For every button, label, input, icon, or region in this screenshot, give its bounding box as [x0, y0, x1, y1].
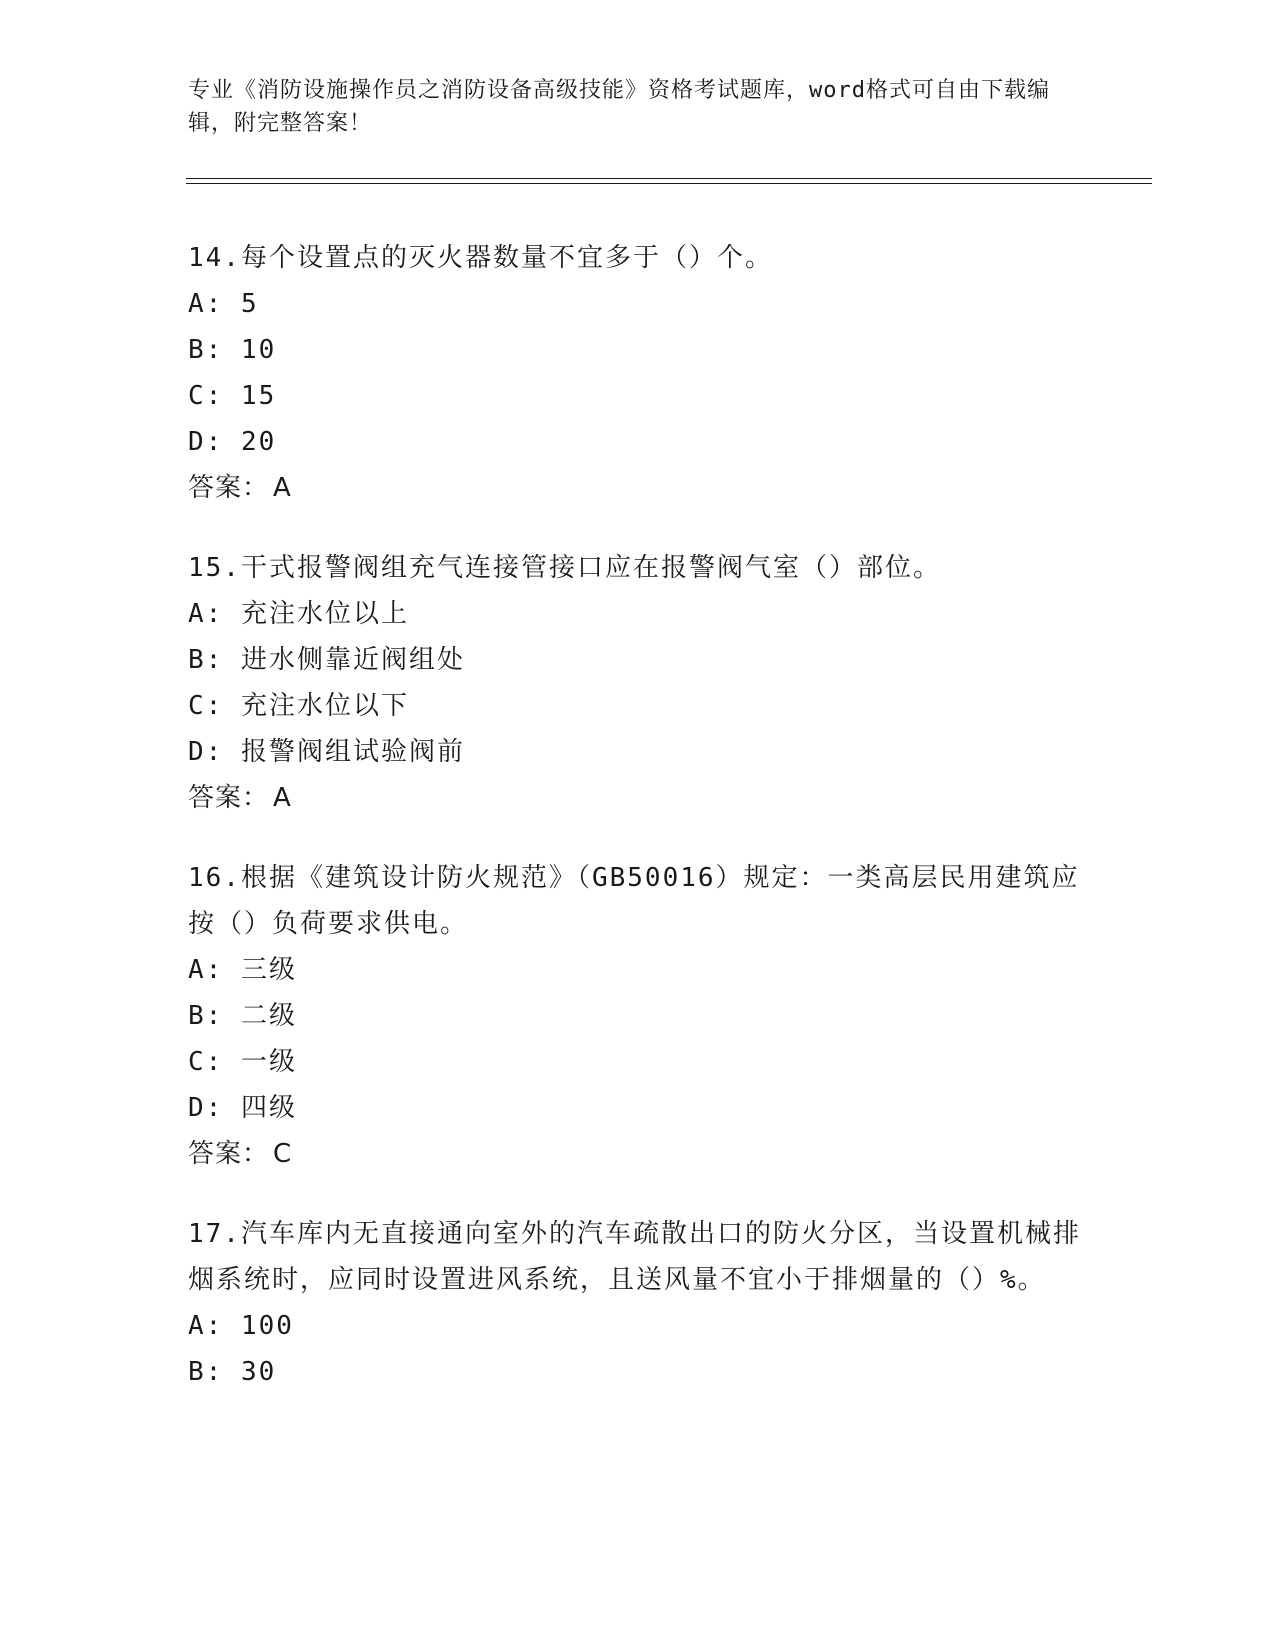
answer-line [188, 1131, 1088, 1177]
answer-value: A [273, 473, 292, 503]
option-b: B: 二级 [188, 1001, 297, 1031]
answer-label: 答案： [188, 783, 270, 813]
question-14 [188, 235, 1088, 511]
option-c: C: 15 [188, 381, 277, 411]
option-b: B: 进水侧靠近阀组处 [188, 645, 465, 675]
question-17 [188, 1211, 1088, 1395]
answer-value: A [273, 783, 292, 813]
option-d: D: 报警阀组试验阀前 [188, 737, 465, 767]
question-16 [188, 855, 1088, 1177]
question-stem: 15.干式报警阀组充气连接管接口应在报警阀气室（）部位。 [188, 553, 941, 583]
question-15 [188, 545, 1088, 821]
answer-label: 答案： [188, 473, 270, 503]
answer-line [188, 775, 1088, 821]
option-b: B: 30 [188, 1357, 277, 1387]
answer-value: C [273, 1139, 293, 1169]
option-a: A: 三级 [188, 955, 297, 985]
header-rule-top [186, 178, 1152, 179]
question-stem: 14.每个设置点的灭火器数量不宜多于（）个。 [188, 243, 773, 273]
option-d: D: 四级 [188, 1093, 297, 1123]
option-a: A: 5 [188, 289, 259, 319]
question-list [188, 235, 1088, 1429]
option-b: B: 10 [188, 335, 277, 365]
question-stem: 17.汽车库内无直接通向室外的汽车疏散出口的防火分区，当设置机械排烟系统时，应同时设置进风系统，且送风量不宜小于排烟量的（）%。 [188, 1219, 1081, 1295]
option-c: C: 一级 [188, 1047, 297, 1077]
option-d: D: 20 [188, 427, 277, 457]
answer-label: 答案： [188, 1139, 270, 1169]
document-intro: 专业《消防设施操作员之消防设备高级技能》资格考试题库，word格式可自由下载编辑，附完整答案！ [188, 78, 1050, 136]
answer-line [188, 465, 1088, 511]
option-a: A: 充注水位以上 [188, 599, 409, 629]
header-rule-bottom [186, 183, 1152, 184]
question-stem: 16.根据《建筑设计防火规范》（GB50016）规定：一类高层民用建筑应按（）负荷要求供电。 [188, 863, 1080, 939]
option-a: A: 100 [188, 1311, 294, 1341]
option-c: C: 充注水位以下 [188, 691, 409, 721]
